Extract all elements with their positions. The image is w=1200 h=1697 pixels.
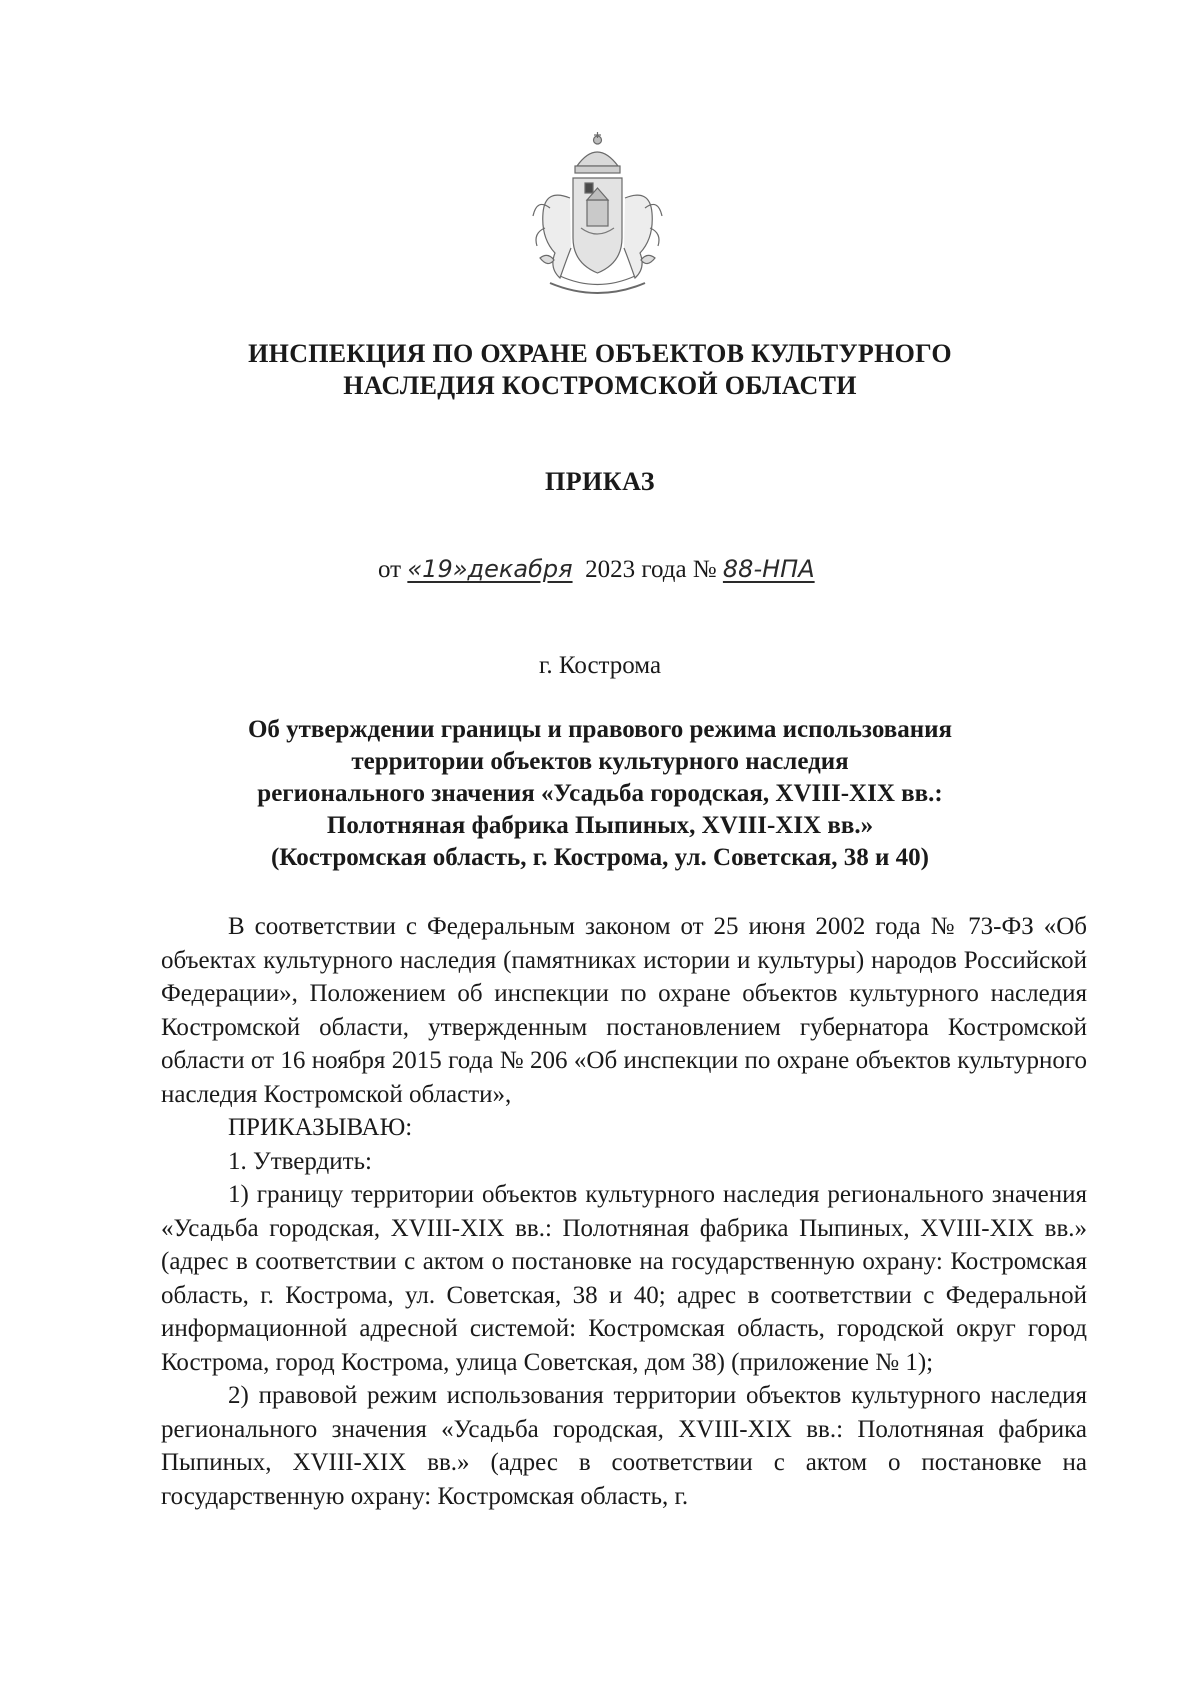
order-item-1: 1. Утвердить: [228,1147,372,1175]
handwritten-document-number: 88-НПА [722,555,815,583]
document-body [161,910,1087,1513]
document-type-title: ПРИКАЗ [544,467,656,496]
subject-line1: Об утверждении границы и правового режима использования [247,716,953,743]
organization-name-line2: НАСЛЕДИЯ КОСТРОМСКОЙ ОБЛАСТИ [343,371,857,400]
date-prefix: от [378,556,408,583]
subject-line2: территории объектов культурного наследия [351,748,849,775]
city-label: г. Кострома [538,652,662,679]
subject-line3: регионального значения «Усадьба городская, XVIII-XIX вв.: [257,780,943,807]
coat-of-arms-emblem [515,128,680,308]
handwritten-date: «19»декабря [407,555,573,583]
order-subitem-1: 1) границу территории объектов культурного наследия регионального значения «Усадьба городская, XVIII-XIX вв.: Полотняная фабрика Пыпиных, XVIII-XIX вв.» (адрес в соответствии с актом о постановке на государственную охрану: Костромская область, г. Кострома, ул. Советская, 38 и 40; адрес в соответствии с Федеральной информационной адресной системой: Костромская область, городской округ город Кострома, город Кострома, улица Советская, дом 38) (приложение № 1); [161,1181,1087,1376]
date-number-line [378,552,815,587]
subject-line4: Полотняная фабрика Пыпиных, XVIII-XIX вв.» [326,812,874,839]
order-directive: ПРИКАЗЫВАЮ: [228,1114,413,1141]
preamble-paragraph: В соответствии с Федеральным законом от 25 июня 2002 года № 73-ФЗ «Об объектах культурного наследия (памятниках истории и культуры) народов Российской Федерации», Положением об инспекции по охране объектов культурного наследия Костромской области, утвержденным постановлением губернатора Костромской области от 16 ноября 2015 года № 206 «Об инспекции по охране объектов культурного наследия Костромской области», [161,913,1087,1108]
year-and-number-label: 2023 года № [585,556,717,583]
subject-line5: (Костромская область, г. Кострома, ул. Советская, 38 и 40) [270,844,930,871]
organization-name-line1: ИНСПЕКЦИЯ ПО ОХРАНЕ ОБЪЕКТОВ КУЛЬТУРНОГО [248,339,952,368]
order-subitem-2: 2) правовой режим использования территории объектов культурного наследия регионального значения «Усадьба городская, XVIII-XIX вв.: Полотняная фабрика Пыпиных, XVIII-XIX вв.» (адрес в соответствии с актом о постановке на государственную охрану: Костромская область, г. [161,1382,1087,1510]
